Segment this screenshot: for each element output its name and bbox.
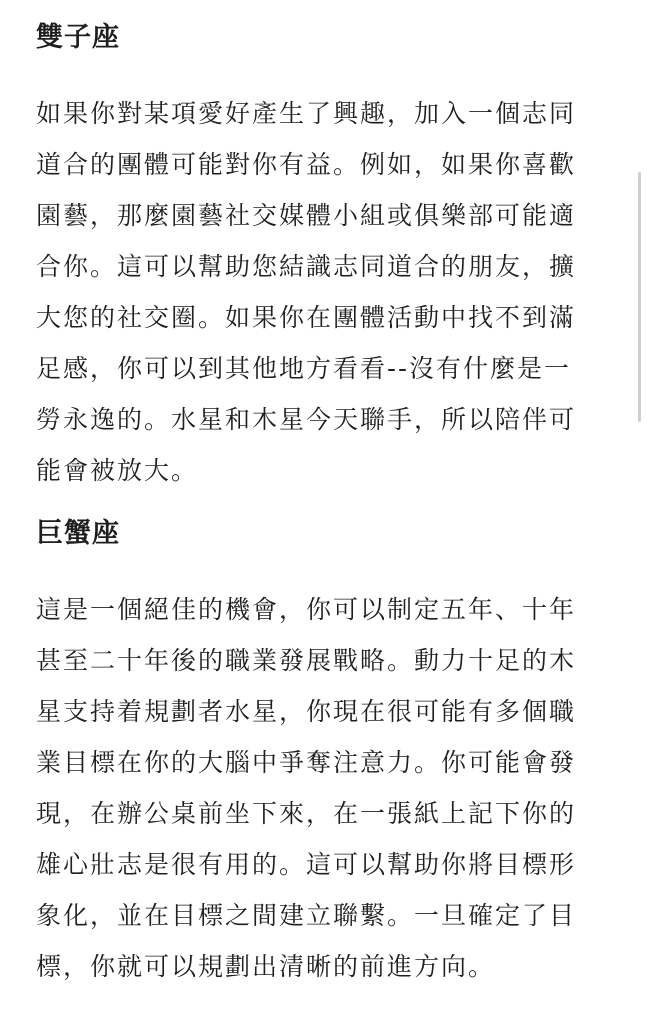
section-gemini — [36, 18, 611, 496]
section-body: 如果你對某項愛好產生了興趣，加入一個志同 道合的團體可能對你有益。例如，如果你喜歡 園藝，那麼園藝社交媒體小組或俱樂部可能適 合你。這可以幫助您結識志同道合的朋友，擴 大您的社交圈。如果你在團體活動中找不到滿 足感，你可以到其他地方看看--沒有什麼是一 勞永逸的。水星和木星今天聯手，所以陪伴可 能會被放大。 — [36, 99, 577, 485]
content-area — [36, 18, 611, 992]
section-title: 雙子座 — [36, 22, 120, 53]
section-title: 巨蟹座 — [36, 518, 120, 549]
scrollbar[interactable] — [638, 172, 641, 422]
section-cancer — [36, 514, 611, 992]
section-body: 這是一個絕佳的機會，你可以制定五年、十年 甚至二十年後的職業發展戰略。動力十足的木 星支持着規劃者水星，你現在很可能有多個職 業目標在你的大腦中爭奪注意力。你可能會發 現，在辦公桌前坐下來，在一張紙上記下你的 雄心壯志是很有用的。這可以幫助你將目標形 象化，並在目標之間建立聯繫。一旦確定了目 標，你就可以規劃出清晰的前進方向。 — [36, 595, 577, 981]
